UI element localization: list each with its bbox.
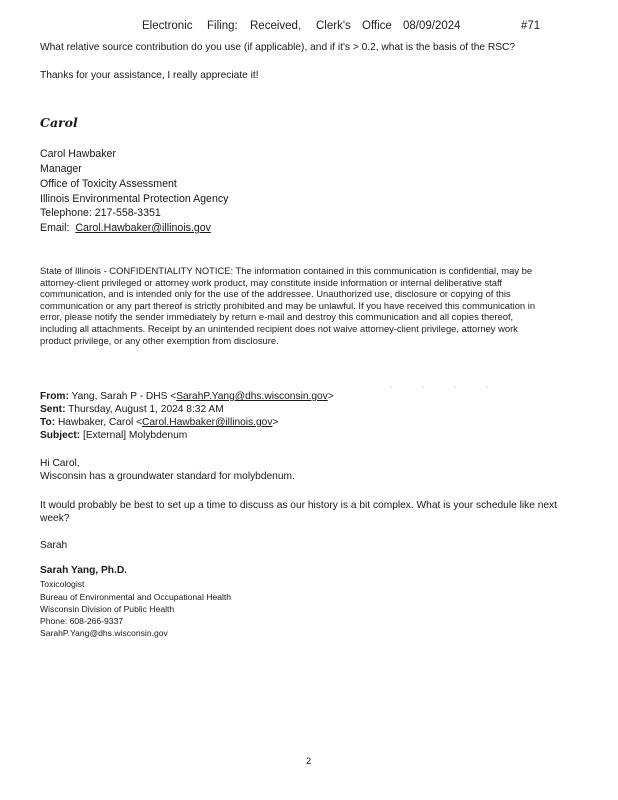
- notice-line: communication, and is intended only for the use of the addressee. Unauthorized use, disclosure or copying of this: [40, 288, 511, 300]
- notice-line: State of Illinois - CONFIDENTIALITY NOTICE: The information contained in this communication is confidential, may be: [40, 265, 533, 276]
- sarah-title: Toxicologist: [40, 579, 85, 589]
- forward-subject: [40, 430, 187, 441]
- notice-line: including all attachments. Receipt by an unintended recipient does not waive attorney-client privilege, attorney work: [40, 322, 518, 334]
- confidentiality-notice: [40, 265, 535, 346]
- greeting: Hi Carol,: [40, 458, 80, 469]
- filing-header-office: Office: [362, 20, 392, 32]
- body-line-2: It would probably be best to set up a time to discuss as our history is a bit complex. What is your schedule like next: [40, 500, 557, 511]
- sent-label: Sent:: [40, 404, 66, 415]
- carol-telephone: Telephone: 217-558-3351: [40, 207, 161, 219]
- body-line-1: Wisconsin has a groundwater standard for molybdenum.: [40, 471, 295, 482]
- from-label: From:: [40, 391, 69, 402]
- carol-title: Manager: [40, 163, 82, 175]
- notice-line: error, please notify the sender immediately by return e-mail and destroy this communication and all copies thereof,: [40, 311, 514, 323]
- sarah-email[interactable]: SarahP.Yang@dhs.wisconsin.gov: [40, 628, 168, 638]
- notice-line: communication or any part thereof is strictly prohibited and may be unlawful. If you have received this communication in: [40, 299, 536, 311]
- sarah-name: Sarah Yang, Ph.D.: [40, 565, 128, 576]
- filing-header-clerks: Clerk's: [316, 20, 351, 32]
- subject-value: [External] Molybdenum: [83, 430, 188, 441]
- notice-line: attorney-client privileged or attorney work product, may constitute inside information or internal deliberative staff: [40, 276, 503, 288]
- sarah-phone: Phone: 608-266-9337: [40, 616, 124, 626]
- separator-dots: ....: [390, 383, 518, 390]
- forward-from: [40, 391, 334, 402]
- filing-header-filing: Filing:: [207, 20, 238, 32]
- thanks-line: Thanks for your assistance, I really appreciate it!: [40, 70, 259, 81]
- filing-header-number: #71: [521, 20, 541, 32]
- filing-header-date: 08/09/2024: [403, 20, 461, 32]
- filing-header-received: Received,: [250, 20, 302, 32]
- sarah-bureau: Bureau of Environmental and Occupational Health: [40, 592, 232, 602]
- question-line: What relative source contribution do you use (if applicable), and if it's > 0.2, what is the basis of the RSC?: [40, 42, 516, 53]
- carol-email-label: Email:: [40, 222, 70, 234]
- page-number: 2: [306, 756, 312, 766]
- forward-to: [40, 417, 278, 428]
- to-email-link[interactable]: Carol.Hawbaker@illinois.gov: [142, 417, 273, 428]
- carol-agency: Illinois Environmental Protection Agency: [40, 193, 229, 205]
- sarah-sign-off: Sarah: [40, 540, 68, 551]
- carol-office: Office of Toxicity Assessment: [40, 178, 177, 190]
- filing-header-electronic: Electronic: [142, 20, 193, 32]
- to-value: Hawbaker, Carol <: [57, 417, 143, 428]
- forward-sent: [40, 404, 224, 415]
- from-close: >: [327, 391, 334, 402]
- notice-line: product privilege, or any other exemption from disclosure.: [40, 334, 279, 346]
- subject-label: Subject:: [40, 430, 81, 441]
- from-value: Yang, Sarah P - DHS <: [71, 391, 177, 402]
- from-email-link[interactable]: SarahP.Yang@dhs.wisconsin.gov: [176, 391, 328, 402]
- carol-name: Carol Hawbaker: [40, 148, 116, 160]
- sarah-division: Wisconsin Division of Public Health: [40, 604, 175, 614]
- body-line-3: week?: [40, 513, 70, 524]
- to-label: To:: [40, 417, 56, 428]
- to-close: >: [272, 417, 279, 428]
- carol-email-line: [40, 222, 211, 234]
- carol-email-link[interactable]: Carol.Hawbaker@illinois.gov: [75, 222, 211, 234]
- filing-header: [0, 20, 618, 36]
- sent-value: Thursday, August 1, 2024 8:32 AM: [68, 404, 224, 415]
- carol-sign-off: Carol: [40, 115, 78, 130]
